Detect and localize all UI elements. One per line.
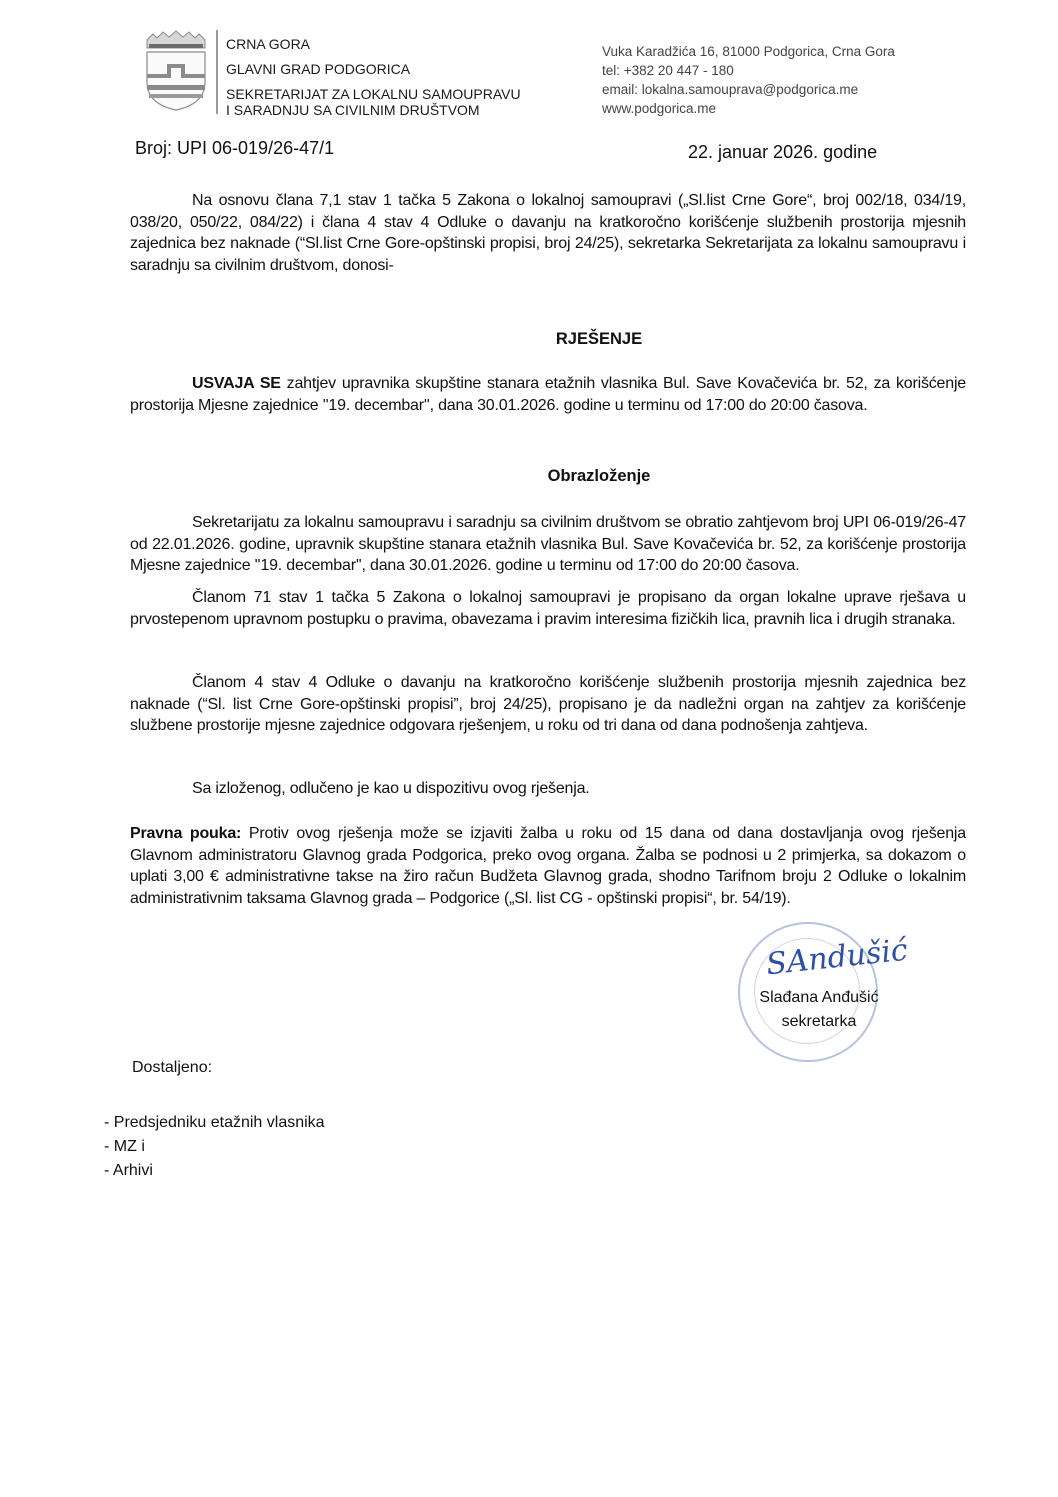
signer-block xyxy=(759,986,879,1034)
decision-title: RJEŠENJE xyxy=(555,330,643,348)
reasoning-title: Obrazloženje xyxy=(547,467,651,485)
disposition-paragraph xyxy=(130,373,966,416)
distribution-item: - Predsjedniku etažnih vlasnika xyxy=(104,1114,325,1131)
distribution-list xyxy=(104,1111,325,1183)
contact-address: Vuka Karadžića 16, 81000 Podgorica, Crna Gora xyxy=(602,44,895,59)
reasoning-paragraph-3: Članom 4 stav 4 Odluke o davanju na kratkoročno korišćenje službenih prostorija mjesnih zajednica bez naknade (“Sl. list Crne Gore-opštinski propisi”, broj 24/25), propisano je da nadležni organ na zahtjev za korišćenje službene prostorije mjesne zajednice odgovara rješenjem, u roku od tri dana od dana podnošenja zahtjeva. xyxy=(130,674,966,734)
distribution-item: - Arhivi xyxy=(104,1162,153,1179)
org-country: CRNA GORA xyxy=(226,36,311,52)
signer-name: Slađana Anđušić xyxy=(759,989,879,1006)
coat-of-arms-icon xyxy=(143,30,209,112)
preamble-paragraph: Na osnovu člana 7,1 stav 1 tačka 5 Zakona o lokalnoj samoupravi („Sl.list Crne Gore“, broj 002/18, 034/19, 038/20, 050/22, 084/22) i člana 4 stav 4 Odluke o davanju na kratkoročno korišćenje službenih prostorija mjesnih zajednica bez naknade (“Sl.list Crne Gore-opštinski propisi, broj 24/25), sekretarka Sekretarijata za lokalnu samoupravu i saradnju sa civilnim društvom, donosi- xyxy=(130,192,966,274)
distribution-item: - MZ i xyxy=(104,1138,145,1155)
conclusion-paragraph: Sa izloženog, odlučeno je kao u dispozitivu ovog rješenja. xyxy=(192,780,590,797)
document-date: 22. januar 2026. godine xyxy=(688,142,878,162)
contact-tel: tel: +382 20 447 - 180 xyxy=(602,63,734,78)
legal-notice-paragraph xyxy=(130,823,966,909)
contact-email: email: lokalna.samouprava@podgorica.me xyxy=(602,82,859,97)
organization-block xyxy=(226,36,521,118)
org-secretariat-line1: SEKRETARIJAT ZA LOKALNU SAMOUPRAVU xyxy=(226,86,521,102)
reasoning-paragraph-1: Sekretarijatu za lokalnu samoupravu i saradnju sa civilnim društvom se obratio zahtjevom broj UPI 06-019/26-47 od 22.01.2026. godine, upravnik skupštine stanara etažnih vlasnika Bul. Save Kovačevića br. 52, za korišćenje prostorija Mjesne zajednice ''19. decembar'', dana 30.01.2026. godine u terminu od 17:00 do 20:00 časova. xyxy=(130,514,966,574)
org-city: GLAVNI GRAD PODGORICA xyxy=(226,61,411,77)
disposition-lead: USVAJA SE xyxy=(192,375,281,392)
contact-block xyxy=(602,42,895,118)
disposition-text: zahtjev upravnika skupštine stanara etažnih vlasnika Bul. Save Kovačevića br. 52, za korišćenje prostorija Mjesne zajednice ''19. decembar'', dana 30.01.2026. godine u terminu od 17:00 do 20:00 časova. xyxy=(130,375,966,414)
legal-notice-label: Pravna pouka: xyxy=(130,825,242,842)
reasoning-paragraph-2: Članom 71 stav 1 tačka 5 Zakona o lokalnoj samoupravi je propisano da organ lokalne uprave rješava u prvostepenom upravnom postupku o pravima, obavezama i pravim interesima fizičkih lica, pravnih lica i drugih stranaka. xyxy=(130,589,966,628)
handwritten-signature: SAndušić xyxy=(764,932,910,983)
distribution-label: Dostaljeno: xyxy=(132,1059,213,1076)
document-number: Broj: UPI 06-019/26-47/1 xyxy=(135,138,335,158)
legal-notice-text: Protiv ovog rješenja može se izjaviti žalba u roku od 15 dana od dana dostavljanja ovog rješenja Glavnom administratoru Glavnog grada Podgorica, preko ovog organa. Žalba se podnosi u 2 primjerka, sa dokazom o uplati 3,00 € administrativne takse na žiro račun Budžeta Glavnog grada, shodno Tarifnom broju 2 Odluke o lokalnim administrativnim taksama Glavnog grada – Podgorice („Sl. list CG - opštinski propisi“, br. 54/19). xyxy=(130,825,966,907)
org-secretariat-line2: I SARADNJU SA CIVILNIM DRUŠTVOM xyxy=(226,102,480,118)
contact-web: www.podgorica.me xyxy=(602,101,717,116)
signer-role: sekretarka xyxy=(781,1013,857,1030)
header-divider xyxy=(216,30,218,114)
